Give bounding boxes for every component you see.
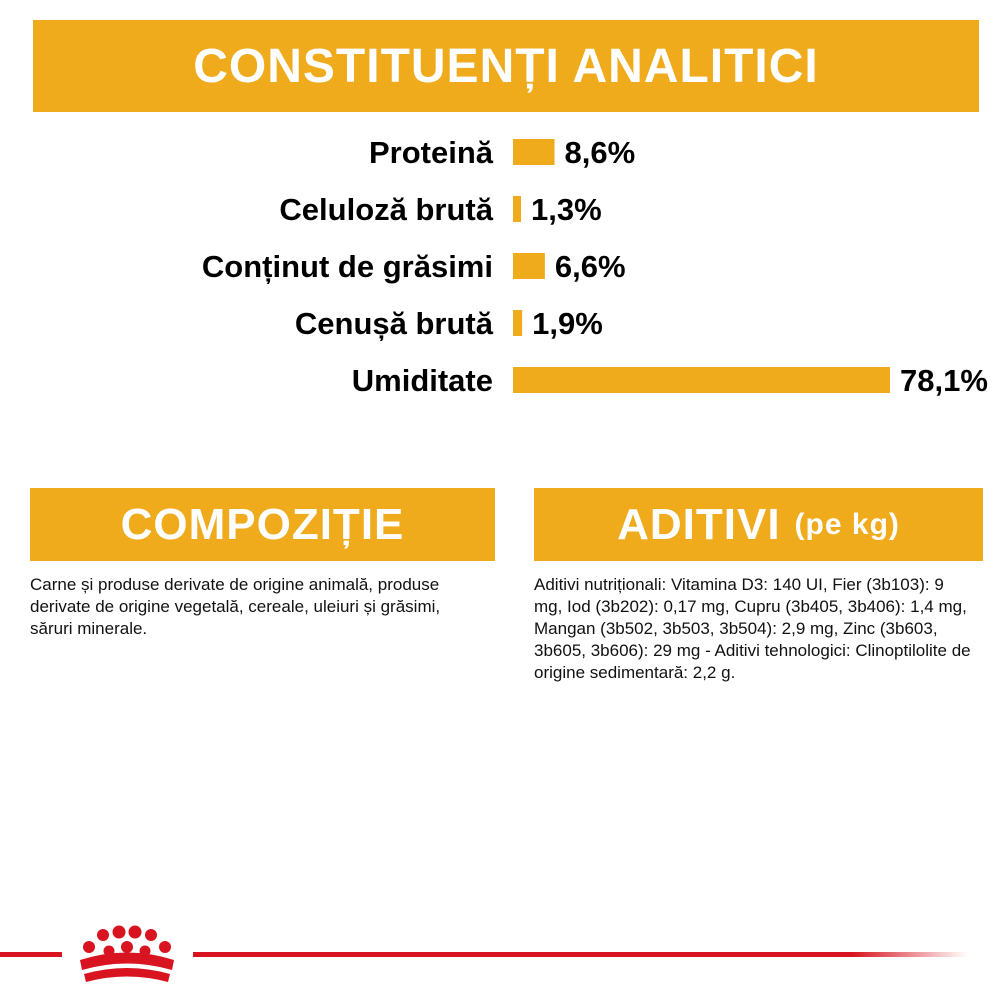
- composition-title-banner: [30, 488, 495, 561]
- bar: [513, 367, 890, 393]
- bar: [513, 253, 545, 279]
- bar: [513, 196, 521, 222]
- category-label: Conținut de grăsimi: [201, 249, 493, 284]
- additives-subtitle: (pe kg): [794, 507, 900, 541]
- analytic-title-banner: [33, 20, 979, 112]
- category-label: Cenușă brută: [294, 306, 493, 341]
- category-label: Umiditate: [351, 363, 493, 398]
- composition-text: Carne și produse derivate de origine animală, produse derivate de origine vegetală, cereale, uleiuri și grăsimi, săruri minerale.: [30, 575, 441, 638]
- bar: [513, 310, 522, 336]
- analytic-bar-chart: [0, 120, 1000, 420]
- value-label: 6,6%: [554, 249, 626, 284]
- additives-title-banner: [534, 488, 983, 561]
- value-label: 8,6%: [564, 135, 636, 170]
- composition-title: COMPOZIȚIE: [120, 499, 405, 549]
- footer-line-left: [0, 952, 62, 957]
- value-label: 1,3%: [531, 192, 602, 227]
- additives-title: ADITIVI: [617, 499, 781, 549]
- footer-line-right: [193, 952, 968, 957]
- category-label: Proteină: [368, 135, 493, 170]
- value-label: 78,1%: [900, 363, 988, 398]
- footer: [0, 925, 1000, 995]
- analytic-title: CONSTITUENȚI ANALITICI: [193, 39, 819, 93]
- category-label: Celuloză brută: [279, 192, 493, 227]
- additives-text: Aditivi nutriționali: Vitamina D3: 140 UI, Fier (3b103): 9 mg, Iod (3b202): 0,17 mg, Cupru (3b405, 3b406): 1,4 mg, Mangan (3b502, 3b503, 3b504): 2,9 mg, Zinc (3b603, 3b605, 3b606): 29 mg - Aditivi tehnologici: Clinoptilolite de origine sedimentară: 2,2 g.: [534, 575, 971, 682]
- crown-logo-icon: [80, 926, 174, 983]
- bar: [513, 139, 555, 165]
- value-label: 1,9%: [532, 306, 603, 341]
